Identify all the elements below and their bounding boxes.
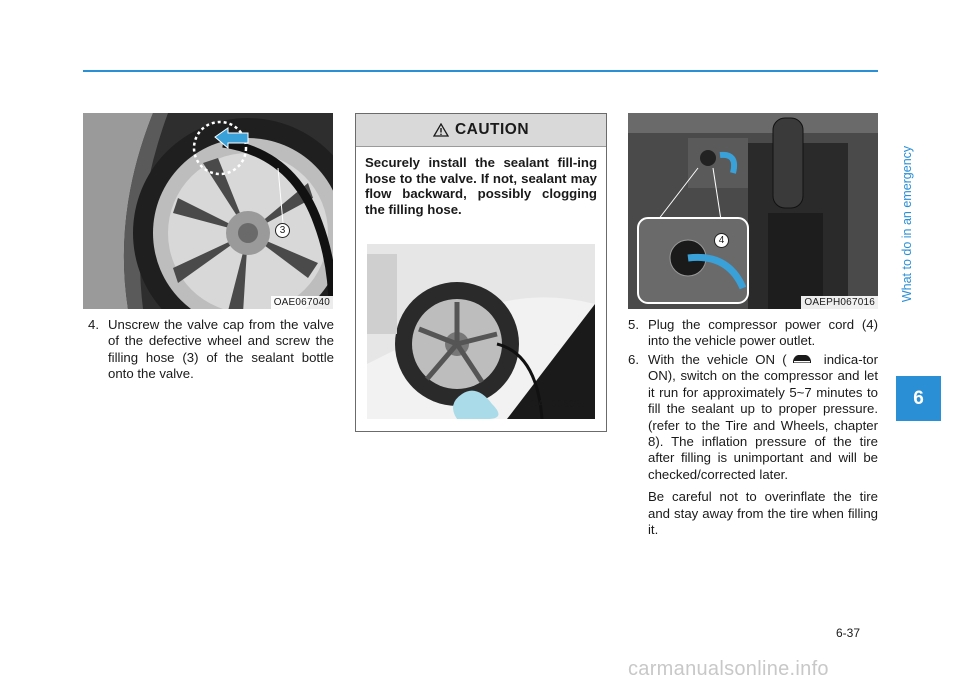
caution-box	[355, 113, 607, 432]
step-text-part: With the vehicle ON (	[648, 352, 787, 367]
sealant-leak-illustration	[367, 244, 595, 419]
tire-valve-illustration	[83, 113, 333, 309]
step-text: Unscrew the valve cap from the valve of the defective wheel and screw the filling hose (3) of the sealant bottle onto the valve.	[108, 317, 334, 382]
step-text-part: indica-tor ON), switch on the compressor and let it run for approximately 5~7 minutes to fill the sealant up to proper pressure. (refer to the Tire and Wheels, chapter 8). The inflation pressure of the tire after filling is unimportant and will be checked/corrected later.	[648, 352, 878, 482]
step-text	[628, 352, 878, 483]
step-number: 4.	[88, 317, 99, 332]
caution-text: Securely install the sealant fill-ing hose to the valve. If not, sealant may flow backward, possibly clogging the filling hose.	[365, 155, 597, 217]
figure-code: OAE066027	[529, 399, 586, 410]
chapter-title-text: What to do in an emergency	[900, 145, 914, 303]
caution-header	[356, 114, 606, 147]
watermark: carmanualsonline.info	[628, 658, 829, 680]
caution-title: CAUTION	[454, 121, 530, 138]
power-outlet-illustration	[628, 113, 878, 309]
step-5	[628, 317, 878, 350]
warning-triangle-icon	[433, 123, 449, 137]
callout-3: 3	[275, 223, 290, 238]
car-ready-icon	[791, 353, 813, 365]
chapter-tab: 6	[896, 376, 941, 421]
figure-code: OAEPH067016	[801, 296, 878, 309]
callout-4: 4	[714, 233, 729, 248]
figure-tire-valve	[83, 113, 333, 309]
step-6	[628, 352, 878, 538]
figure-code: OAE067040	[271, 296, 333, 309]
step-text: Plug the compressor power cord (4) into the vehicle power outlet.	[648, 317, 878, 349]
step-number: 6.	[628, 352, 639, 367]
chapter-title	[896, 145, 916, 303]
step-4	[88, 317, 334, 383]
top-rule	[83, 70, 878, 72]
step-note: Be careful not to overinflate the tire and stay away from the tire when filling it.	[648, 489, 878, 538]
figure-sealant-leak	[367, 244, 595, 419]
page-number: 6-37	[836, 626, 861, 640]
figure-power-outlet	[628, 113, 878, 309]
step-number: 5.	[628, 317, 639, 332]
